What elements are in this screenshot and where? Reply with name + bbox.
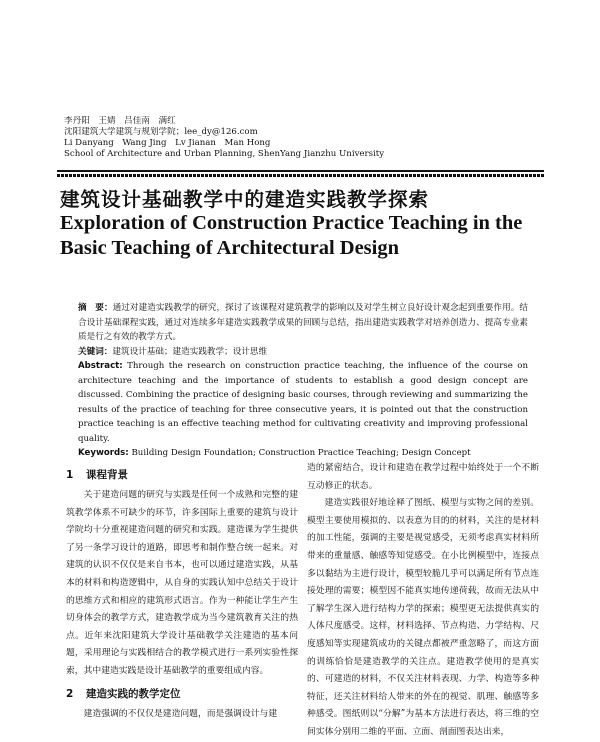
abstract-cn-label: 摘 要： (78, 303, 113, 313)
abstract-en-text: Through the research on construction practice teaching, the influence of the course on architecture teaching and the importance of students to establish a good design concept are discussed. Combining the practice of designing basic courses, through reviewing and summarizing the results of the practice of teaching for three consecutive years, it is pointed out that the construction practice teaching is an effective teaching method for cultivating creativity and improving professional quality. (78, 361, 528, 444)
author-names-en: Li Danyang Wang Jing Lv Jianan Man Hong (64, 138, 271, 148)
section-2-number: 2 (66, 687, 74, 700)
author-affiliation-cn: 沈阳建筑大学建筑与规划学院；lee_dy@126.com (64, 127, 258, 137)
keywords-cn-text: 建筑设计基础；建造实践教学；设计思维 (112, 346, 268, 357)
abstract-en-label: Abstract: (78, 361, 123, 371)
title-chinese: 建筑设计基础教学中的建造实践教学探索 (60, 188, 430, 211)
abstract-cn-text: 通过对建造实践教学的研究，探讨了该课程对建筑教学的影响以及对学生树立良好设计观念起到重要作用。结合设计基础课程实践，通过对连续多年建造实践教学成果的回顾与总结，指出建造实践教学对培养创造力、提高专业素质是行之有效的教学方式。 (78, 303, 528, 342)
header-rule-solid (57, 170, 544, 172)
section-1-heading (66, 465, 298, 485)
right-paragraph-continued: 造的紧密结合，设计和建造在教学过程中始终处于一个不断互动修正的状态。 (307, 463, 539, 491)
header-rule-dashed (57, 174, 544, 177)
section-2-heading (66, 684, 298, 704)
author-affiliation-en: School of Architecture and Urban Planning, ShenYang Jianzhu University (64, 149, 385, 159)
author-names-cn: 李丹阳 王婧 吕佳南 满红 (64, 116, 176, 126)
section-1-paragraph: 关于建造问题的研究与实践是任何一个成熟和完整的建筑教学体系不可缺少的环节，许多国际上重要的建筑与设计学院均十分重视建造问题的研究和实践。建造课为学生提供了另一条学习设计的道路，即思考和制作整合统一起来。对建筑的认识不仅仅是来自书本，也可以通过建造实践，从基本的材料和构造逻辑中，从自身的实践认知中总结关于设计的思维方式和相应的建筑形式语言。作为一种能让学生产生切身体会的教学方式，建造教学成为当今建筑教育关注的热点。近年来沈阳建筑大学设计基础教学关注建造的基本问题，采用理论与实践相结合的教学模式进行一系列实验性探索，其中建造实践是设计基础教学的重要组成内容。 (66, 490, 298, 676)
abstract-block (78, 301, 528, 461)
section-1-number: 1 (66, 469, 74, 481)
body-column-right (307, 460, 539, 742)
keywords-cn (78, 345, 528, 360)
abstract-en (78, 359, 528, 446)
keywords-en-label: Keywords: (78, 448, 129, 458)
author-block (64, 116, 544, 160)
keywords-en-text: Building Design Foundation; Construction Practice Teaching; Design Concept (131, 448, 471, 458)
title-english: Exploration of Construction Practice Teaching in the Basic Teaching of Architectural Design (60, 212, 523, 259)
section-2-paragraph: 建造强调的不仅仅是建造问题，而是强调设计与建 (83, 708, 278, 719)
body-column-left (66, 462, 298, 723)
section-1-title: 课程背景 (86, 469, 128, 481)
section-2-title: 建造实践的教学定位 (86, 687, 181, 700)
keywords-cn-label: 关键词： (78, 346, 113, 357)
right-paragraph-2: 建造实践很好地诠释了图纸、模型与实物之间的差别。模型主要使用模拟的、以表意为目的的材料，关注的是材料的加工性能，强调的主要是视觉感受，无须考虑真实材料所带来的重量感、触感等知觉感受。在小比例模型中，连接点多以黏结为主进行设计，模型较脆几乎可以满足所有节点连接处理的需要；模型因不能真实地传递荷载，故而无法从中了解学生深入进行结构力学的探索；模型更无法提供真实的人体尺度感受。这样，材料选择、节点构造、力学结构、尺度感知等实现建筑成功的关键点都被严重忽略了，而这方面的训练恰恰是建造教学的关注点。建造教学使用的是真实的、可建造的材料，不仅关注材料表现、力学、构造等多种特征，还关注材料给人带来的外在的视觉、肌理、触感等多种感受。图纸则以“分解”为基本方法进行表达，将三维的空间实体分别用二维的平面、立面、剖面图表达出来， (307, 498, 539, 737)
keywords-en (78, 446, 528, 461)
abstract-cn (78, 301, 528, 345)
